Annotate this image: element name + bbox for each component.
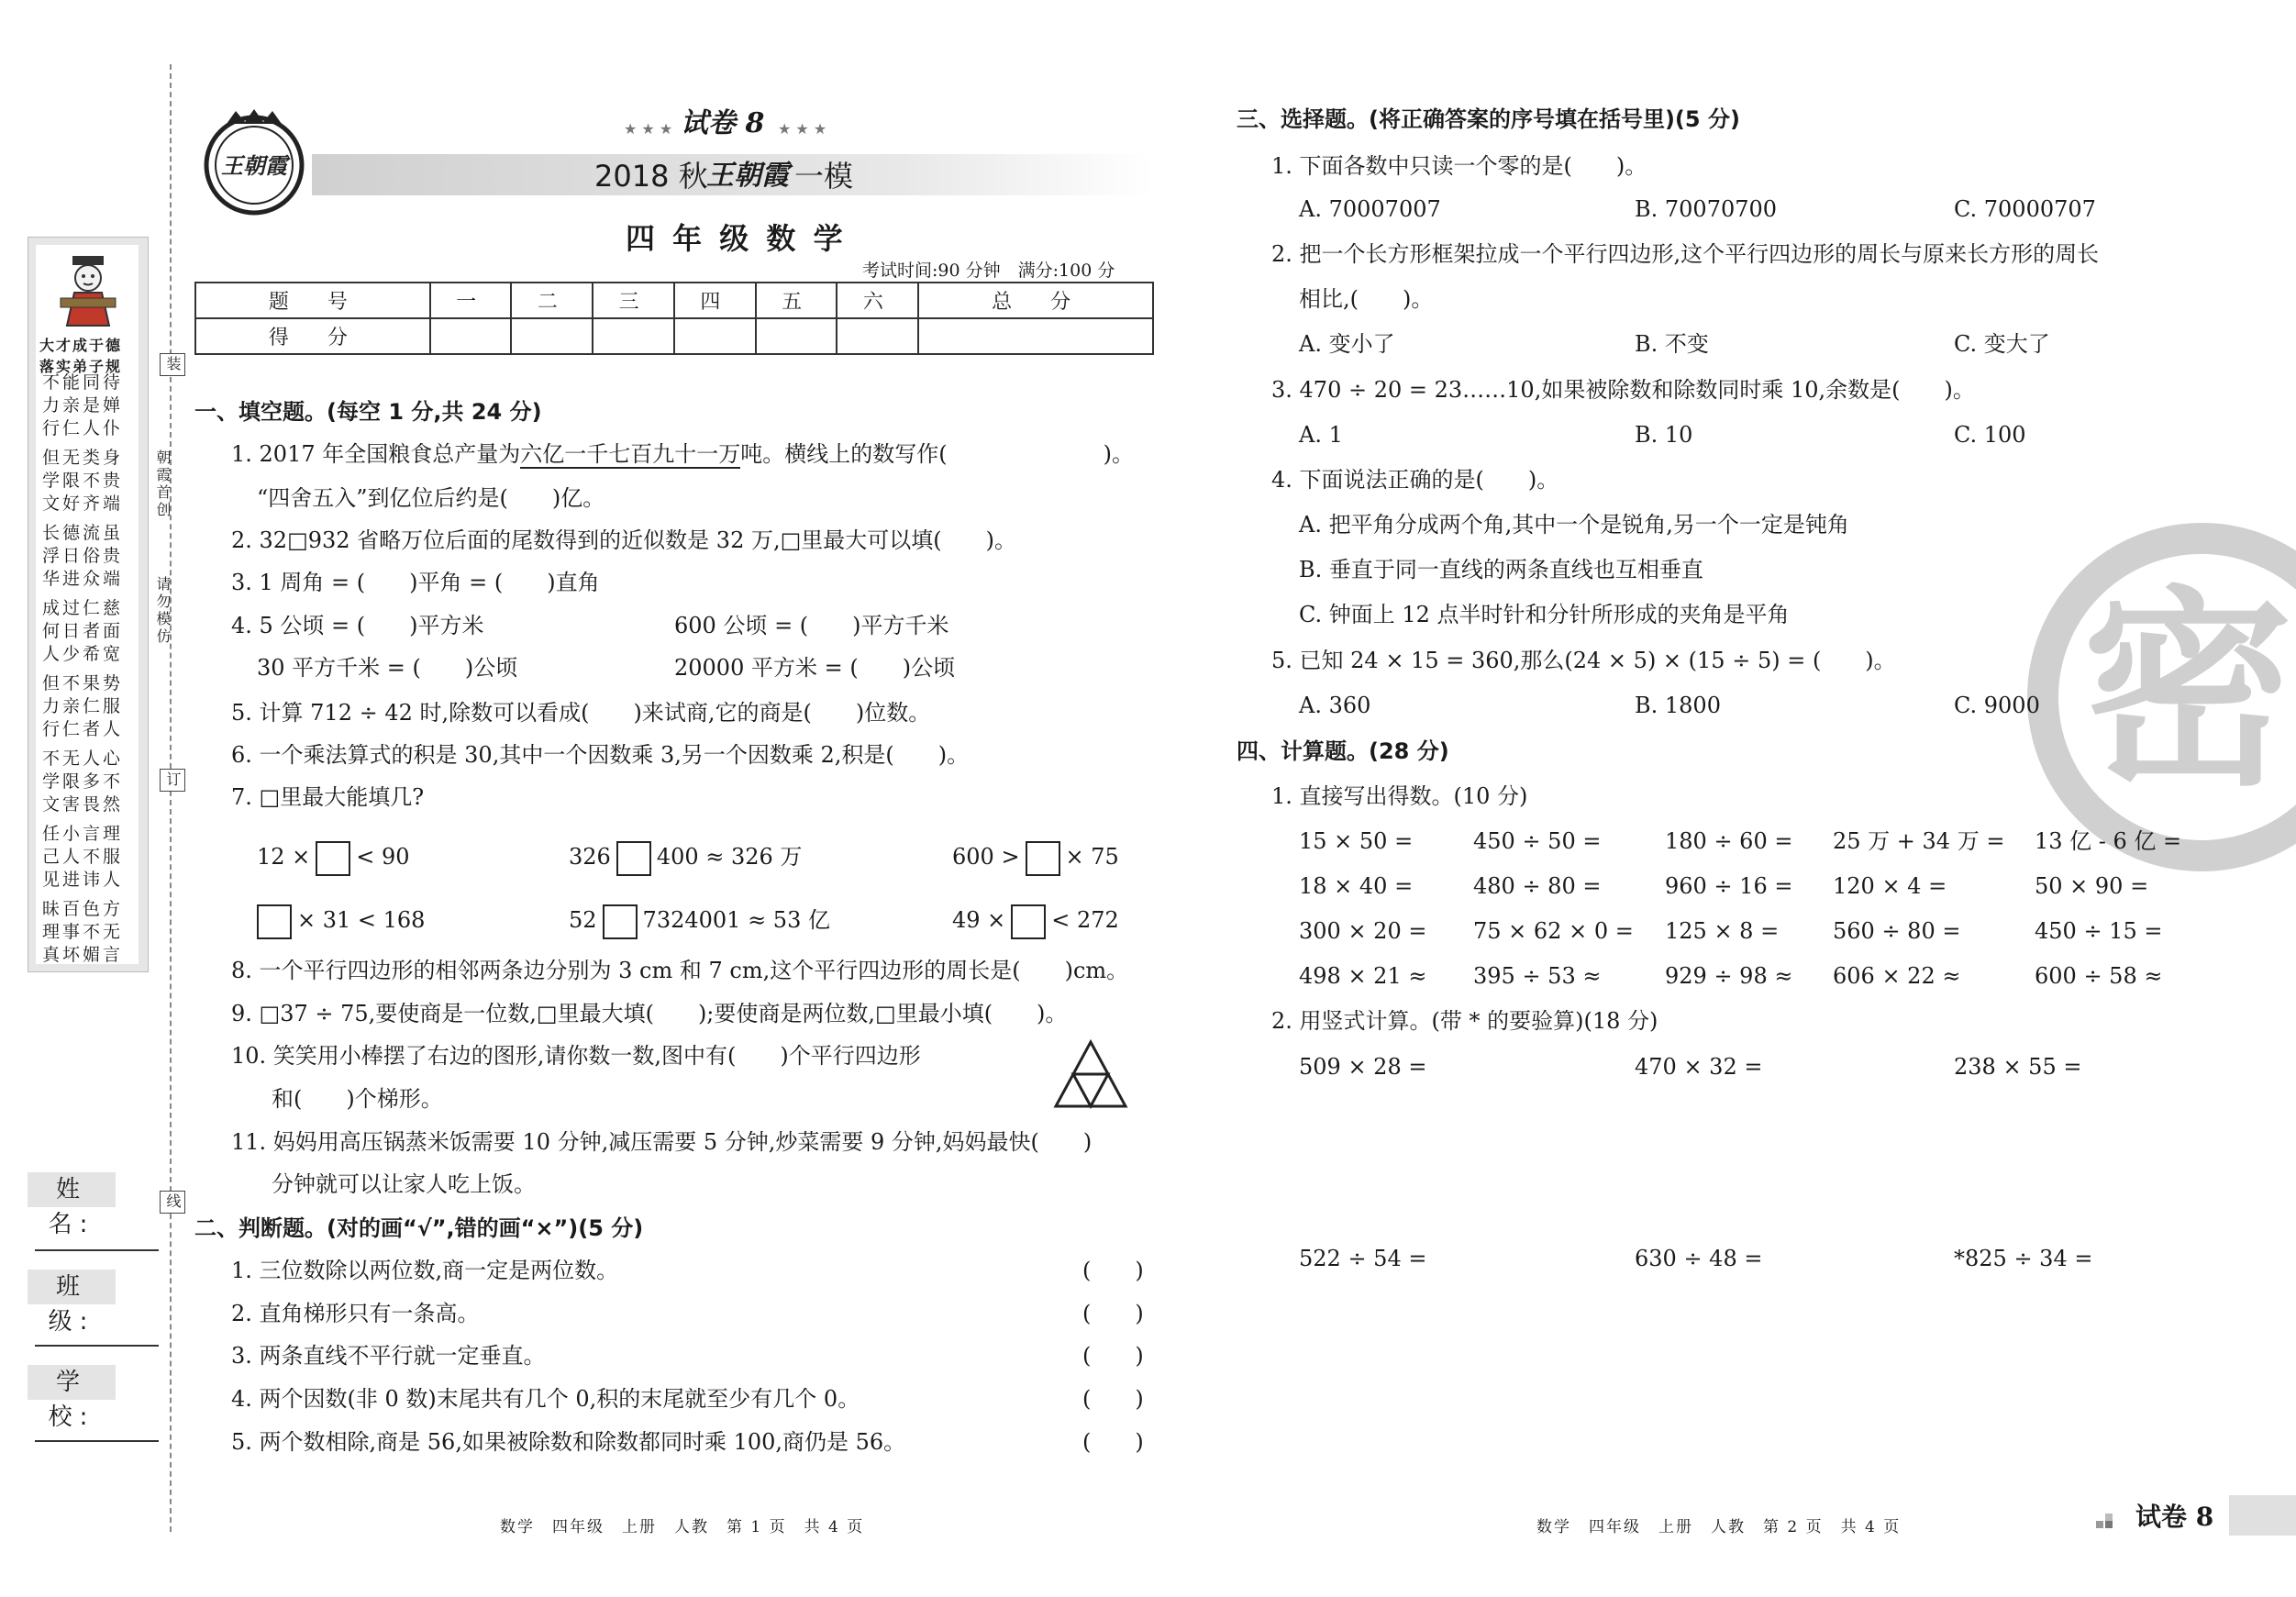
score-cell[interactable]: [511, 318, 593, 354]
s1-q4-a: 4. 5 公顷 = ( )平方米: [231, 613, 484, 638]
score-header-cell: 二: [511, 283, 593, 318]
side-note-2: 请勿模仿: [154, 576, 172, 646]
mental-calc-item: 15 × 50 =: [1299, 828, 1414, 854]
score-cell[interactable]: [837, 318, 918, 354]
motto-line: 但无类身: [42, 448, 124, 468]
motto-line: 学限不贵: [42, 471, 124, 491]
corner-dots-icon: [2096, 1508, 2118, 1530]
s1-q4-b: 600 公顷 = ( )平方千米: [674, 613, 949, 638]
s1-q7-f-left: 49 ×: [952, 907, 1006, 933]
s3-q1-opt-c: C. 70000707: [1954, 196, 2096, 222]
s3-q1: 1. 下面各数中只读一个零的是( )。: [1271, 153, 1647, 179]
vertical-calc-2: 470 × 32 =: [1635, 1054, 1763, 1080]
mental-calc-item: 395 ÷ 53 ≈: [1473, 963, 1602, 989]
s3-q5-opt-b: B. 1800: [1635, 693, 1721, 718]
s2-item-3: 3. 两条直线不平行就一定垂直。: [231, 1343, 546, 1369]
s1-q7-e-left: 52: [569, 907, 597, 933]
side-mark-xian: 线: [160, 1191, 185, 1214]
exam-tag: 试卷 8: [681, 107, 765, 139]
mental-calc-item: 450 ÷ 15 =: [2035, 918, 2163, 944]
s2-answer-3[interactable]: ( ): [1082, 1343, 1144, 1369]
s1-q4-c: 30 平方千米 = ( )公顷: [257, 655, 518, 681]
class-field[interactable]: [35, 1345, 159, 1347]
s2-item-5: 5. 两个数相除,商是 56,如果被除数和除数都同时乘 100,商仍是 56。: [231, 1429, 906, 1455]
s1-q11-a: 11. 妈妈用高压锅蒸米饭需要 10 分钟,减压需要 5 分钟,炒菜需要 9 分钟,妈妈最快( ): [231, 1129, 1093, 1155]
s1-q2: 2. 32□932 省略万位后面的尾数得到的近似数是 32 万,□里最大可以填( )。: [231, 527, 1017, 553]
motto-line: 文害畏然: [42, 794, 124, 815]
mental-calc-item: 180 ÷ 60 =: [1665, 828, 1793, 854]
motto-line: 人少希宽: [42, 644, 124, 664]
motto-line: 真坏媚言: [42, 945, 124, 965]
score-cell[interactable]: [918, 318, 1153, 354]
corner-exam-tag: 试卷 8: [2135, 1502, 2214, 1532]
s3-q3-opt-b: B. 10: [1635, 422, 1693, 448]
s1-q7-b-right: 400 ≈ 326 万: [656, 844, 803, 870]
svg-text:王朝霞: 王朝霞: [221, 152, 287, 179]
mental-calc-item: 300 × 20 =: [1299, 918, 1427, 944]
motto-top: 大才成于德: [39, 337, 123, 354]
exam-info: 考试时间:90 分钟 满分:100 分: [862, 261, 1115, 281]
answer-box[interactable]: [257, 904, 292, 939]
star-left-icon: ★ ★ ★: [624, 120, 673, 138]
s4-sub1: 1. 直接写出得数。(10 分): [1271, 783, 1528, 809]
s1-q9: 9. □37 ÷ 75,要使商是一位数,□里最大填( );要使商是两位数,□里最小填( )。: [231, 1001, 1068, 1026]
s1-q7-a-left: 12 ×: [257, 844, 311, 870]
footer-right: 数学 四年级 上册 人教 第 2 页 共 4 页: [1536, 1518, 1902, 1536]
s1-q1-close: )。: [1103, 441, 1134, 467]
footer-left: 数学 四年级 上册 人教 第 1 页 共 4 页: [500, 1518, 865, 1536]
mental-calc-item: 50 × 90 =: [2035, 873, 2149, 899]
s1-q7-a-right: < 90: [356, 844, 410, 870]
answer-box[interactable]: [1026, 841, 1060, 876]
score-header-cell: 总 分: [918, 283, 1153, 318]
motto-line: 但不果势: [42, 673, 124, 693]
motto-line: 不能同待: [42, 372, 124, 393]
s2-item-1: 1. 三位数除以两位数,商一定是两位数。: [231, 1258, 619, 1283]
motto-line: 己人不服: [42, 847, 124, 867]
motto-line: 见进讳人: [42, 870, 124, 890]
s3-q4-opt-c: C. 钟面上 12 点半时针和分针所形成的夹角是平角: [1299, 602, 1790, 627]
title-brand: 王朝霞: [706, 160, 789, 192]
mental-calc-item: 75 × 62 × 0 =: [1473, 918, 1634, 944]
mental-calc-item: 929 ÷ 98 ≈: [1665, 963, 1793, 989]
brand-logo: [194, 105, 314, 219]
answer-box[interactable]: [603, 904, 638, 939]
motto-line: 力亲仁服: [42, 696, 124, 716]
s3-q3-opt-a: A. 1: [1299, 422, 1343, 448]
s1-q7: 7. □里最大能填几?: [231, 784, 425, 810]
s1-q7-d-right: × 31 < 168: [297, 907, 426, 933]
s2-answer-4[interactable]: ( ): [1082, 1386, 1144, 1412]
answer-box[interactable]: [316, 841, 350, 876]
s1-q7-c: [952, 839, 1119, 876]
s1-q10-a: 10. 笑笑用小棒摆了右边的图形,请你数一数,图中有( )个平行四边形: [231, 1043, 921, 1069]
s3-q2-a: 2. 把一个长方形框架拉成一个平行四边形,这个平行四边形的周长与原来长方形的周长: [1271, 241, 2100, 267]
s1-q1: [231, 440, 1134, 468]
s1-q5: 5. 计算 712 ÷ 42 时,除数可以看成( )来试商,它的商是( )位数。: [231, 700, 931, 726]
motto-line: 浮日俗贵: [42, 546, 124, 566]
motto-line: 何日者面: [42, 621, 124, 641]
title-year: 2018 秋: [594, 159, 708, 194]
scholar-figure-icon: [56, 254, 120, 331]
section2-heading: 二、判断题。(对的画“√”,错的画“×”)(5 分): [194, 1215, 644, 1241]
s2-answer-5[interactable]: ( ): [1082, 1429, 1144, 1455]
s3-q2-opt-a: A. 变小了: [1299, 331, 1395, 357]
score-table-score-row: [195, 318, 1153, 354]
score-table: [194, 282, 1154, 355]
name-label: 姓 名:: [28, 1172, 116, 1207]
motto-line: 理事不无: [42, 922, 124, 942]
s3-q5-opt-a: A. 360: [1299, 693, 1371, 718]
motto-line: 行仁人仆: [42, 418, 124, 438]
s1-q7-b-left: 326: [569, 844, 611, 870]
triangle-figure: [1053, 1039, 1128, 1113]
mental-calc-item: 600 ÷ 58 ≈: [2035, 963, 2163, 989]
score-cell[interactable]: [593, 318, 674, 354]
motto-line: 学限多不: [42, 771, 124, 792]
motto-line: 文好齐端: [42, 494, 124, 514]
s3-q1-opt-b: B. 70070700: [1635, 196, 1778, 222]
star-right-icon: ★ ★ ★: [778, 120, 827, 138]
s2-answer-1[interactable]: ( ): [1082, 1258, 1144, 1283]
s1-q8: 8. 一个平行四边形的相邻两条边分别为 3 cm 和 7 cm,这个平行四边形的周长是( )cm。: [231, 958, 1129, 983]
s2-item-2: 2. 直角梯形只有一条高。: [231, 1301, 480, 1326]
vertical-calc-1: 509 × 28 =: [1299, 1054, 1427, 1080]
side-mark-zhuang: 装: [160, 353, 185, 376]
vertical-calc-3: 238 × 55 =: [1954, 1054, 2082, 1080]
mental-calc-item: 18 × 40 =: [1299, 873, 1414, 899]
score-cell[interactable]: [430, 318, 512, 354]
subject-title: 四 年 级 数 学: [626, 221, 847, 256]
mental-calc-item: 560 ÷ 80 =: [1833, 918, 1961, 944]
mental-calc-item: 606 × 22 ≈: [1833, 963, 1961, 989]
school-field[interactable]: [35, 1440, 159, 1442]
section4-heading: 四、计算题。(28 分): [1237, 738, 1449, 764]
s1-q1-text: 1. 2017 年全国粮食总产量为: [231, 441, 521, 467]
s1-q1-text2: 吨。横线上的数写作(: [740, 441, 948, 467]
corner-band: [2229, 1495, 2296, 1536]
title-suffix: 一模: [794, 159, 854, 194]
s3-q5: 5. 已知 24 × 15 = 360,那么(24 × 5) × (15 ÷ 5) = ( )。: [1271, 648, 1896, 673]
score-header-cell: 题 号: [195, 283, 430, 318]
vertical-calc-5: 630 ÷ 48 =: [1635, 1246, 1763, 1271]
s1-q7-f: [952, 903, 1119, 939]
binding-line: [170, 64, 172, 1532]
s1-q1-underlined: 六亿一千七百九十一万: [520, 441, 741, 467]
mental-calc-item: 125 × 8 =: [1665, 918, 1780, 944]
section3-heading: 三、选择题。(将正确答案的序号填在括号里)(5 分): [1237, 106, 1740, 132]
s3-q3: 3. 470 ÷ 20 = 23……10,如果被除数和除数同时乘 10,余数是( )。: [1271, 377, 1975, 403]
s3-q4-opt-a: A. 把平角分成两个角,其中一个是锐角,另一个一定是钝角: [1299, 512, 1849, 538]
score-header-cell: 六: [837, 283, 918, 318]
s1-q7-d: [257, 903, 425, 939]
score-header-cell: 四: [674, 283, 756, 318]
s1-q7-e: [569, 903, 830, 939]
motto-line: 不无人心: [42, 749, 124, 769]
class-label: 班 级:: [28, 1270, 116, 1304]
vertical-calc-6: *825 ÷ 34 =: [1954, 1246, 2093, 1271]
s3-q2-opt-c: C. 变大了: [1954, 331, 2050, 357]
mental-calc-item: 450 ÷ 50 =: [1473, 828, 1602, 854]
mental-calc-item: 498 × 21 ≈: [1299, 963, 1427, 989]
s3-q2-b: 相比,( )。: [1299, 286, 1434, 312]
s1-q7-a: [257, 839, 410, 876]
score-table-header-row: [195, 283, 1153, 318]
answer-box[interactable]: [1011, 904, 1046, 939]
s1-q7-e-right: 7324001 ≈ 53 亿: [642, 907, 830, 933]
s3-q2-opt-b: B. 不变: [1635, 331, 1709, 357]
s1-q3: 3. 1 周角 = ( )平角 = ( )直角: [231, 570, 600, 595]
s3-q4: 4. 下面说法正确的是( )。: [1271, 467, 1559, 493]
mental-calc-item: 120 × 4 =: [1833, 873, 1947, 899]
score-header-cell: 五: [756, 283, 837, 318]
side-note-1: 朝霞首创: [154, 449, 172, 519]
score-cell[interactable]: [756, 318, 837, 354]
mental-calc-item: 960 ÷ 16 =: [1665, 873, 1793, 899]
s4-sub2: 2. 用竖式计算。(带 * 的要验算)(18 分): [1271, 1008, 1658, 1034]
school-label: 学 校:: [28, 1365, 116, 1400]
s3-q5-opt-c: C. 9000: [1954, 693, 2040, 718]
motto-line: 力亲是婵: [42, 395, 124, 416]
s1-q7-c-left: 600 >: [952, 844, 1020, 870]
score-header-cell: 一: [430, 283, 512, 318]
motto-line: 长德流虽: [42, 523, 124, 543]
motto-line: 成过仁慈: [42, 598, 124, 618]
s2-item-4: 4. 两个因数(非 0 数)末尾共有几个 0,积的末尾就至少有几个 0。: [231, 1386, 860, 1412]
vertical-calc-4: 522 ÷ 54 =: [1299, 1246, 1427, 1271]
motto-top2: 落实弟子规: [39, 358, 123, 375]
s1-q7-f-right: < 272: [1051, 907, 1119, 933]
s1-q7-b: [569, 839, 802, 876]
s1-q7-c-right: × 75: [1065, 844, 1119, 870]
score-header-cell: 三: [593, 283, 674, 318]
s1-q1-line2: “四舍五入”到亿位后约是( )亿。: [257, 485, 605, 511]
mental-calc-item: 480 ÷ 80 =: [1473, 873, 1602, 899]
s1-q10-b: 和( )个梯形。: [272, 1086, 443, 1112]
mental-calc-item: 25 万 + 34 万 =: [1833, 828, 2005, 854]
s3-q3-opt-c: C. 100: [1954, 422, 2026, 448]
s2-answer-2[interactable]: ( ): [1082, 1301, 1144, 1326]
motto-line: 任小言理: [42, 824, 124, 844]
name-field[interactable]: [35, 1249, 159, 1251]
motto-line: 行仁者人: [42, 719, 124, 739]
side-mark-ding: 订: [160, 769, 185, 792]
s3-q4-opt-b: B. 垂直于同一直线的两条直线也互相垂直: [1299, 557, 1703, 582]
s1-q11-b: 分钟就可以让家人吃上饭。: [272, 1171, 536, 1197]
section1-heading: 一、填空题。(每空 1 分,共 24 分): [194, 399, 542, 425]
answer-box[interactable]: [616, 841, 651, 876]
mental-calc-item: 13 亿 - 6 亿 =: [2035, 828, 2182, 854]
s3-q1-opt-a: A. 70007007: [1299, 196, 1441, 222]
s1-q4-d: 20000 平方米 = ( )公顷: [674, 655, 956, 681]
motto-line: 华进众端: [42, 569, 124, 589]
stamp-char: 密: [2082, 570, 2294, 815]
score-cell[interactable]: [674, 318, 756, 354]
s1-q6: 6. 一个乘法算式的积是 30,其中一个因数乘 3,另一个因数乘 2,积是( )。: [231, 742, 970, 768]
motto-line: 昧百色方: [42, 899, 124, 919]
score-row-label: 得 分: [195, 318, 430, 354]
